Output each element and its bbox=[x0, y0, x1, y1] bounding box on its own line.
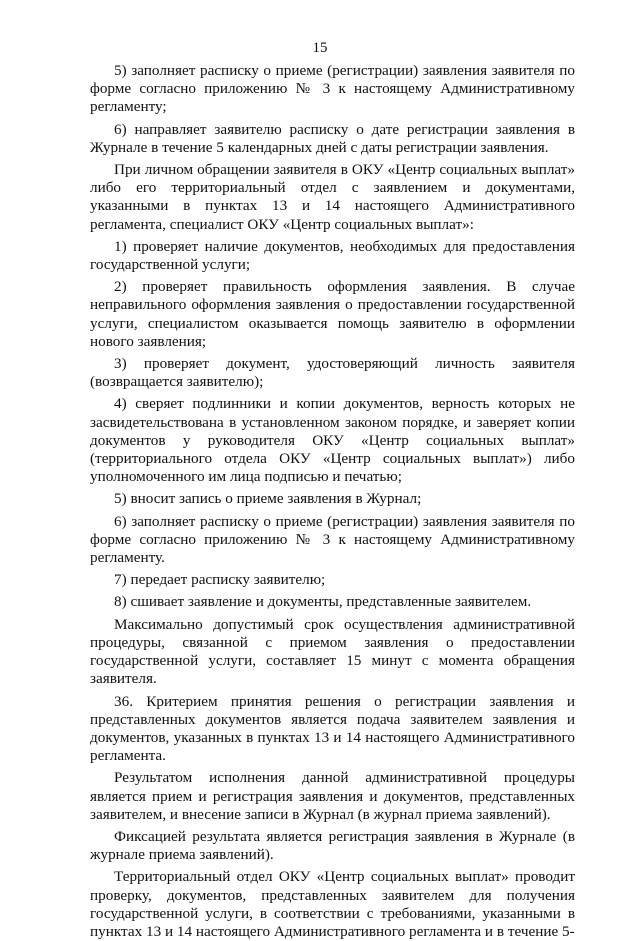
page-number: 15 bbox=[312, 40, 328, 56]
paragraph-item-1-check-documents: 1) проверяет наличие документов, необходимых для предоставления государственной услуги; bbox=[90, 237, 575, 274]
paragraph-item-5-journal-entry: 5) вносит запись о приеме заявления в Журнал; bbox=[114, 490, 422, 508]
paragraph-territorial-check: Территориальный отдел ОКУ «Центр социальных выплат» проводит проверку, документов, представленных заявителем для получения государственной услуги, в соответствии с требованиями, указанными в пунктах 13 и 14 настоящего Административного регламента и в течение 5- bbox=[90, 868, 575, 940]
paragraph-personal-visit: При личном обращении заявителя в ОКУ «Центр социальных выплат» либо его территориальный отдел с заявлением и документами, указанными в пунктах 13 и 14 настоящего Административного регламента, специалист ОКУ «Центр социальных выплат»: bbox=[90, 161, 575, 233]
paragraph-item-3-check-id: 3) проверяет документ, удостоверяющий личность заявителя (возвращается заявителю); bbox=[90, 355, 575, 391]
paragraph-item-6-send-receipt: 6) направляет заявителю расписку о дате регистрации заявления в Журнале в течение 5 календарных дней с даты регистрации заявления. bbox=[90, 120, 575, 156]
paragraph-result-recording: Фиксацией результата является регистрация заявления в Журнале (в журнале приема заявлений). bbox=[90, 827, 575, 864]
paragraph-max-duration: Максимально допустимый срок осуществления административной процедуры, связанной с приемом заявления о предоставлении государственной услуги, составляет 15 минут с момента обращения заявителя. bbox=[90, 615, 575, 688]
paragraph-item-7-hand-receipt: 7) передает расписку заявителю; bbox=[114, 571, 326, 589]
paragraph-item-8-bind-documents: 8) сшивает заявление и документы, представленные заявителем. bbox=[114, 593, 532, 611]
paragraph-procedure-result: Результатом исполнения данной административной процедуры является прием и регистрация заявления и документов, представленных заявителем, и внесение записи в Журнал (в журнал приема заявлений). bbox=[90, 769, 575, 823]
document-body bbox=[90, 62, 575, 941]
paragraph-item-6-fill-receipt: 6) заполняет расписку о приеме (регистрации) заявления заявителя по форме согласно приложению № 3 к настоящему Административному регламенту. bbox=[90, 512, 575, 567]
paragraph-item-5-receipt: 5) заполняет расписку о приеме (регистрации) заявления заявителя по форме согласно приложению № 3 к настоящему Административному регламенту; bbox=[90, 62, 575, 116]
paragraph-item-2-check-form: 2) проверяет правильность оформления заявления. В случае неправильного оформления заявления о предоставлении государственной услуги, специалистом оказывается помощь заявителю в оформлении нового заявления; bbox=[90, 278, 575, 350]
paragraph-item-4-verify-copies: 4) сверяет подлинники и копии документов, верность которых не засвидетельствована в установленном законом порядке, и заверяет копии документов у руководителя ОКУ «Центр социальных выплат» (территориального отдела ОКУ «Центр социальных выплат») либо уполномоченного им лица подписью и печатью; bbox=[90, 395, 575, 486]
paragraph-36-decision-criterion: 36. Критерием принятия решения о регистрации заявления и представленных документов является подача заявителем заявления и документов, указанных в пунктах 13 и 14 настоящего Административного регламента. bbox=[90, 692, 575, 765]
